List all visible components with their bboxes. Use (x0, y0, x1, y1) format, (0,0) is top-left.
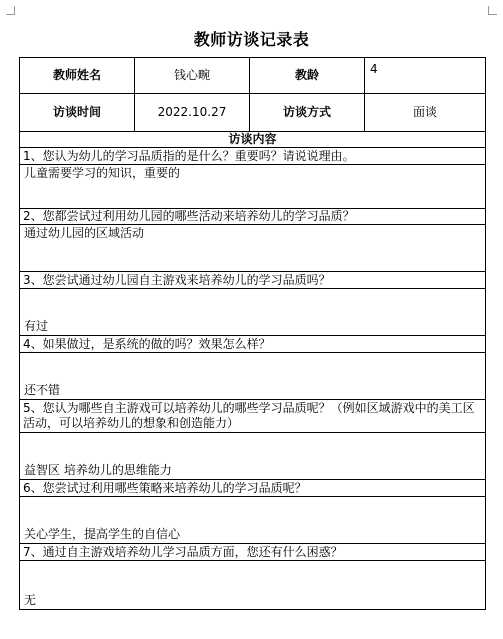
teacher-name-label: 教师姓名 (20, 58, 135, 94)
interview-method-label: 访谈方式 (250, 94, 365, 132)
answer-7: 无 (20, 561, 486, 610)
question-2: 2、您都尝试过利用幼儿园的哪些活动来培养幼儿的学习品质？ (20, 209, 486, 225)
question-4: 4、如果做过，是系统的做的吗？效果怎么样？ (20, 336, 486, 353)
answer-6: 关心学生，提高学生的自信心 (20, 497, 486, 544)
answer-2: 通过幼儿园的区域活动 (20, 225, 486, 272)
interview-record-table (19, 57, 486, 610)
teaching-years-label: 教龄 (250, 58, 365, 94)
question-3: 3、您尝试通过幼儿园自主游戏来培养幼儿的学习品质吗？ (20, 272, 486, 289)
question-7: 7、通过自主游戏培养幼儿学习品质方面，您还有什么困惑？ (20, 544, 486, 561)
page-corner-mark-left (6, 6, 15, 15)
question-5: 5、您认为哪些自主游戏可以培养幼儿的哪些学习品质呢？（例如区域游戏中的美工区活动，可以培养幼儿的想象和创造能力） (20, 400, 486, 433)
page-corner-mark-right (488, 6, 497, 15)
question-6: 6、您尝试过利用哪些策略来培养幼儿的学习品质呢？ (20, 480, 486, 497)
info-row-2 (20, 94, 486, 132)
teaching-years-value: 4 (365, 58, 486, 94)
info-row-1 (20, 58, 486, 94)
interview-date-value: 2022.10.27 (135, 94, 250, 132)
answer-4: 还不错 (20, 353, 486, 400)
question-1: 1、您认为幼儿的学习品质指的是什么？重要吗？请说说理由。 (20, 148, 486, 165)
interview-date-label: 访谈时间 (20, 94, 135, 132)
answer-3: 有过 (20, 289, 486, 336)
interview-method-value: 面谈 (365, 94, 486, 132)
section-title: 访谈内容 (20, 132, 486, 148)
teacher-name-value: 钱心畹 (135, 58, 250, 94)
document-title: 教师访谈记录表 (193, 30, 310, 49)
answer-5: 益智区 培养幼儿的思维能力 (20, 433, 486, 480)
answer-1: 儿童需要学习的知识，重要的 (20, 165, 486, 209)
